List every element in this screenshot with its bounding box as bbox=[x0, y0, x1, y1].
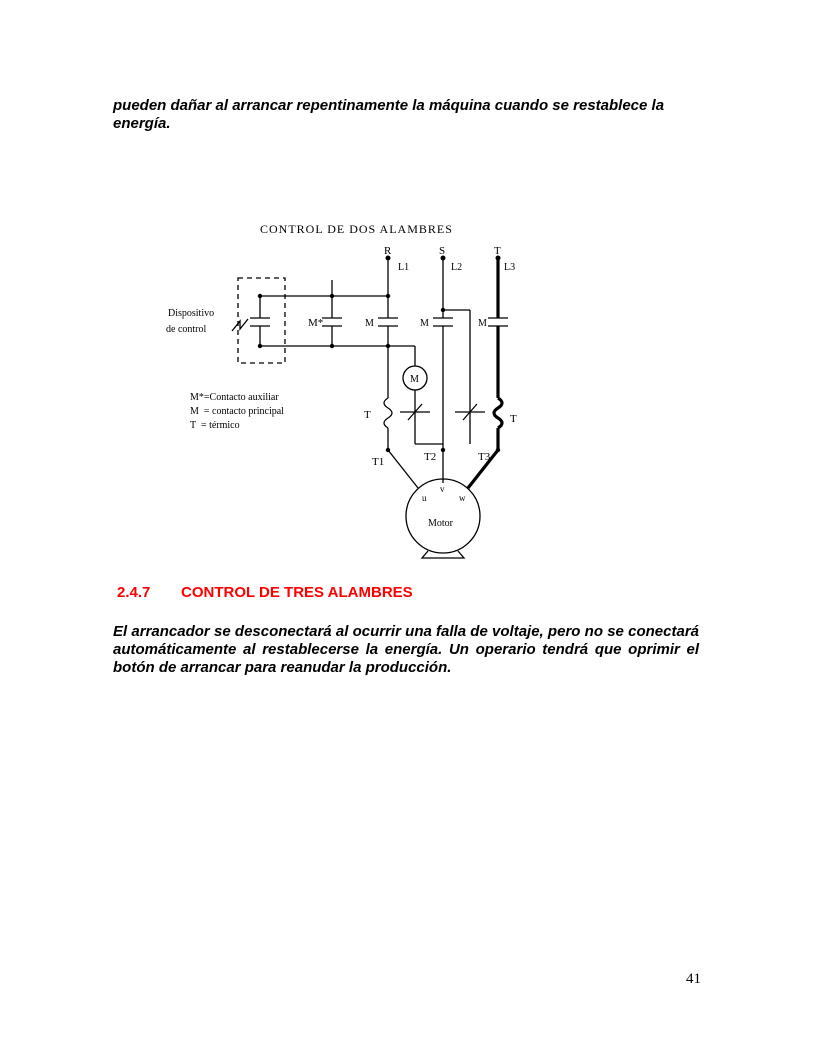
device-label-1: Dispositivo bbox=[168, 308, 215, 319]
terminal-label-t3: T3 bbox=[478, 451, 491, 463]
page-number: 41 bbox=[686, 971, 701, 987]
legend-line-1: M*=Contacto auxiliar bbox=[190, 392, 279, 403]
phase-label-t: T bbox=[494, 245, 501, 257]
line-label-l3: L3 bbox=[504, 262, 516, 273]
winding-label-w: w bbox=[459, 493, 466, 503]
paragraph-intro: pueden dañar al arrancar repentinamente la máquina cuando se restablece la energía. bbox=[113, 97, 665, 132]
phase-label-r: R bbox=[384, 245, 392, 257]
control-device-box bbox=[238, 278, 285, 363]
wiring-diagram bbox=[160, 208, 560, 568]
terminal-label-t1: T1 bbox=[372, 456, 385, 468]
section-heading bbox=[117, 584, 413, 601]
thermal-label-l3: T bbox=[510, 413, 517, 425]
aux-contact-label: M* bbox=[308, 317, 324, 329]
phase-label-s: S bbox=[439, 245, 446, 257]
winding-label-v: v bbox=[440, 484, 445, 494]
legend-line-3: T = térmico bbox=[190, 420, 240, 431]
section-number: 2.4.7 bbox=[117, 584, 151, 601]
motor-label: Motor bbox=[428, 518, 453, 529]
contact-label-l2: M bbox=[420, 318, 429, 329]
diagram-title: CONTROL DE DOS ALAMBRES bbox=[260, 222, 453, 236]
thermal-label-l1: T bbox=[364, 409, 371, 421]
paragraph-body: El arrancador se desconectará al ocurrir una falla de voltaje, pero no se conectará automáticamente al restablecerse la energía. Un operario tendrá que oprimir el botón de arrancar para reanudar la producción. bbox=[113, 623, 699, 676]
contact-label-l1: M bbox=[365, 318, 374, 329]
line-label-l1: L1 bbox=[398, 262, 410, 273]
section-title: CONTROL DE TRES ALAMBRES bbox=[181, 584, 413, 601]
legend-line-2: M = contacto principal bbox=[190, 406, 284, 417]
winding-label-u: u bbox=[422, 493, 427, 503]
terminal-label-t2: T2 bbox=[424, 451, 437, 463]
contact-label-l3: M bbox=[478, 318, 487, 329]
line-label-l2: L2 bbox=[451, 262, 463, 273]
motor-coil-label: M bbox=[410, 374, 419, 385]
device-label-2: de control bbox=[166, 324, 207, 335]
